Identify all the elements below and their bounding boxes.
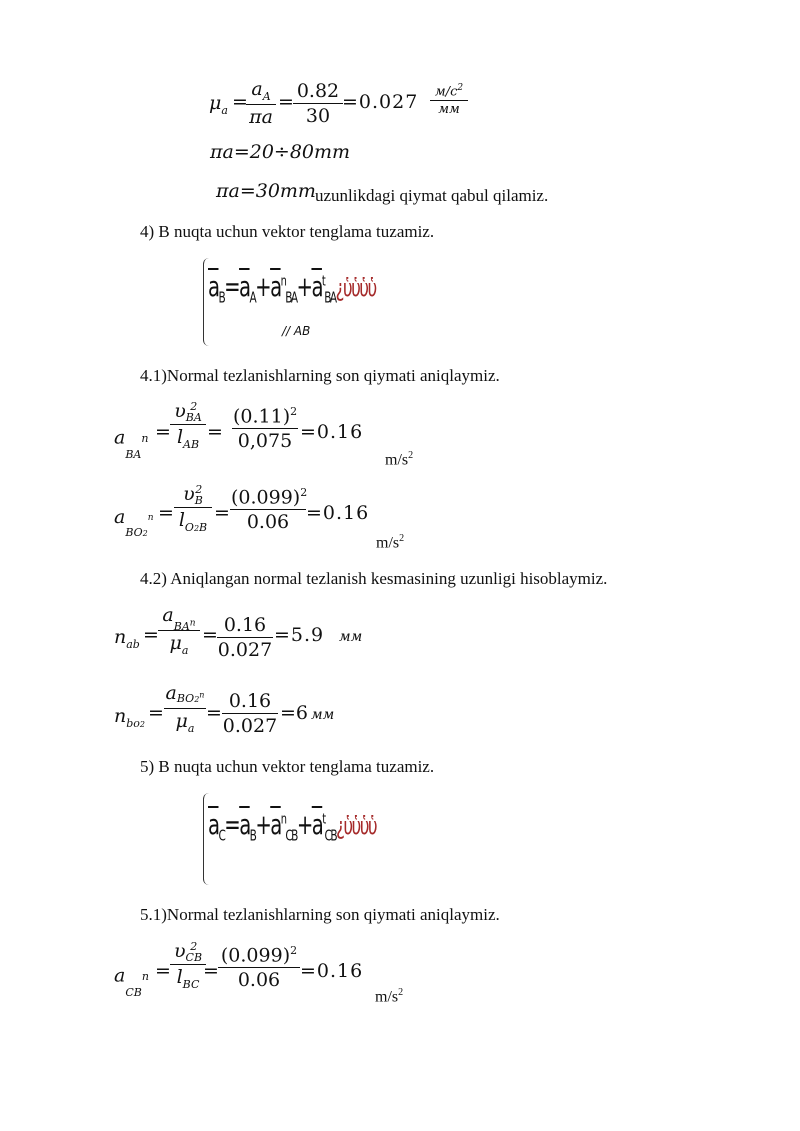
mu-symbol: $\mu_a$ [209, 92, 228, 117]
pa-value-text: uzunlikdagi qiymat qabul qilamiz. [315, 186, 549, 205]
pa-range: πa=20÷80mm [210, 141, 351, 163]
equals-sign: = [148, 702, 164, 724]
a-ba-lhs: $a_{BA}^n$ [114, 426, 149, 462]
step-4-1-heading: 4.1)Normal tezlanishlarning son qiymati aniqlaymiz. [140, 366, 500, 385]
fraction-value: $\frac{0.82}{30}$ [293, 80, 343, 127]
equals-sign: = [207, 421, 223, 443]
equals-sign: = [143, 624, 159, 646]
equals-sign: = [232, 91, 248, 113]
fraction-a-over-mu: $a_{BO2^n}$ $\mu_a$ [165, 682, 205, 735]
fraction-value: $\frac{(0.11)^2}{0,075}$ [233, 405, 298, 453]
step-5-1-heading: 5.1)Normal tezlanishlarning son qiymati aniqlaymiz. [140, 905, 500, 924]
equals-sign: = [155, 960, 171, 982]
fraction-a-over-mu: $a_{BA^n}$ $\mu_a$ [158, 604, 200, 657]
equals-sign: = [202, 624, 218, 646]
unit-ms2: $m/s^2$ [375, 987, 404, 1006]
a-cb-result: =0.16 [300, 960, 364, 982]
step-4-heading: 4) B nuqta uchun vektor tenglama tuzamiz. [140, 222, 435, 241]
equals-sign: = [214, 502, 230, 524]
n-bo2-result: =6 [280, 702, 309, 724]
pa-value: πa=30mm [216, 180, 316, 202]
fraction-value: $\frac{0.16}{0.027}$ [217, 614, 273, 661]
unit-fraction: $м/с^2$ мм [430, 83, 468, 117]
unit-ms2: $m/s^2$ [376, 533, 405, 552]
fraction-value: $\frac{0.16}{0.027}$ [222, 690, 278, 737]
vec-a-b: $\overline{a}$ [208, 270, 219, 303]
equals-sign: = [206, 702, 222, 724]
a-bo2-result: =0.16 [306, 502, 370, 524]
fraction-value: $\frac{(0.099)^2}{0.06}$ [231, 486, 308, 534]
fraction-v-over-l: υ 2 BA $l_{AB}$ [170, 400, 206, 451]
mu-a-result: =0.027 [342, 91, 419, 113]
parallel-ab-note: // AB [282, 324, 311, 338]
unit-ms2: $m/s^2$ [385, 450, 414, 469]
equals-sign: = [155, 421, 171, 443]
fraction-v-over-l: υ 2 CB $l_{BC}$ [170, 940, 206, 991]
a-bo2-lhs: $a_{BO2}^n$ [114, 506, 154, 539]
n-ab-lhs: $n_{ab}$ [114, 626, 140, 651]
a-cb-lhs: $a_{CB}^n$ [114, 964, 149, 1000]
fraction-value: $\frac{(0.099)^2}{0.06}$ [218, 944, 300, 991]
unit-mm: мм [311, 707, 335, 723]
garbled-tail: ¿ὑὑὑὑ [335, 812, 377, 840]
a-ba-result: =0.16 [300, 421, 364, 443]
n-bo2-lhs: $n_{bo2}$ [114, 705, 146, 730]
equals-sign: = [158, 502, 174, 524]
equals-sign: = [278, 91, 294, 113]
unit-mm: мм [339, 629, 363, 645]
fraction-aA-over-pa: $\frac{a_A}{\pi a}$ [246, 78, 276, 128]
equals-sign: = [203, 960, 219, 982]
step-4-2-heading: 4.2) Aniqlangan normal tezlanish kesmasining uzunligi hisoblaymiz. [140, 569, 608, 588]
step-5-heading: 5) B nuqta uchun vektor tenglama tuzamiz. [140, 757, 435, 776]
garbled-tail: ¿ὑὑὑὑ [335, 274, 376, 302]
n-ab-result: =5.9 [274, 624, 325, 646]
fraction-v-over-l: υ2 B $l_{O2B}$ [174, 483, 212, 534]
